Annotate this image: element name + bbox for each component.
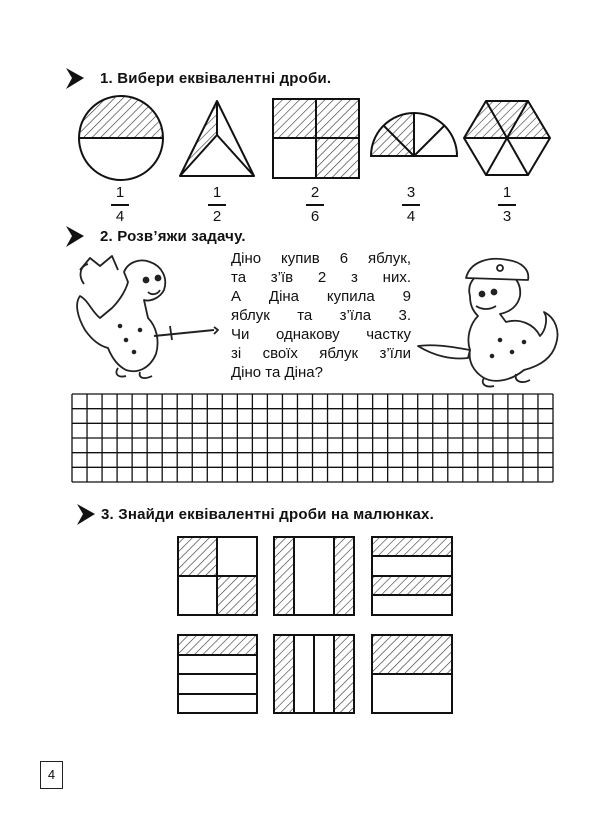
- semicircle-sectors-shape: [371, 113, 457, 156]
- fraction-numerator: 1: [212, 184, 222, 201]
- story-line: А Діна купила 9: [231, 288, 411, 305]
- square-d-shape: [178, 635, 257, 713]
- fraction-numerator: 2: [310, 184, 320, 201]
- story-line: зі своїх яблук з’їли: [231, 345, 411, 362]
- fraction-numerator: 1: [115, 184, 125, 201]
- fraction-denominator: 6: [310, 207, 320, 225]
- square-e-shape: [274, 635, 354, 713]
- square-quarters-shape: [273, 99, 359, 178]
- fraction-5: [495, 184, 519, 226]
- task-arrow-icon: [66, 226, 84, 247]
- fraction-denominator: 2: [212, 207, 222, 225]
- fraction-numerator: 3: [406, 184, 416, 201]
- square-c-shape: [372, 537, 452, 615]
- square-b-shape: [274, 537, 354, 615]
- fraction-4: [399, 184, 423, 226]
- story-line: Діно купив 6 яблук,: [231, 250, 411, 267]
- fraction-denominator: 4: [406, 207, 416, 225]
- circle-half-shape: [79, 96, 163, 180]
- task-arrow-icon: [66, 68, 84, 89]
- fraction-1: [108, 184, 132, 226]
- dino-sword-icon: [77, 256, 218, 378]
- task-arrow-icon: [77, 504, 95, 525]
- square-a-shape: [178, 537, 257, 615]
- square-f-shape: [372, 635, 452, 713]
- answer-grid: [72, 394, 553, 482]
- hexagon-sixths-shape: [464, 101, 550, 175]
- fraction-3: [303, 184, 327, 226]
- page-number: 4: [40, 761, 63, 789]
- triangle-thirds-shape: [180, 101, 254, 176]
- fraction-2: [205, 184, 229, 226]
- story-line: та з’їв 2 з них.: [231, 269, 411, 286]
- fraction-numerator: 1: [502, 184, 512, 201]
- task-1-title: 1. Вибери еквівалентні дроби.: [100, 70, 332, 87]
- task-2-title: 2. Розв’яжи задачу.: [100, 228, 246, 245]
- story-line: яблук та з’їла 3.: [231, 307, 411, 324]
- dino-pirate-icon: [418, 259, 558, 387]
- task-3-title: 3. Знайди еквівалентні дроби на малюнках.: [101, 506, 434, 523]
- fraction-denominator: 4: [115, 207, 125, 225]
- story-line: Чи однакову частку: [231, 326, 411, 343]
- story-line: Діно та Діна?: [231, 364, 323, 381]
- fraction-denominator: 3: [502, 207, 512, 225]
- story-problem: [231, 249, 411, 382]
